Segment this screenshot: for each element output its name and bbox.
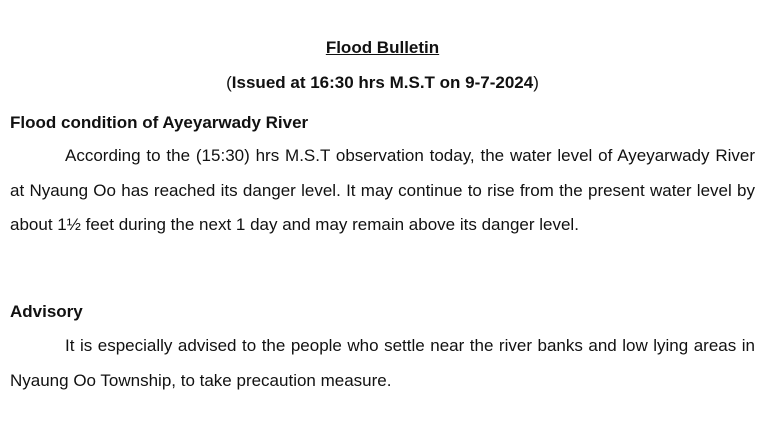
- issued-text: Issued at 16:30 hrs M.S.T on 9-7-2024: [231, 73, 534, 92]
- issued-open-paren: (: [226, 73, 232, 92]
- flood-condition-heading: Flood condition of Ayeyarwady River: [10, 113, 309, 132]
- issued-close-paren: ): [533, 73, 539, 92]
- issued-line: [10, 71, 755, 95]
- advisory-paragraph: It is especially advised to the people who settle near the river banks and low lying areas in Nyaung Oo Township, to take precaution measure.: [10, 336, 755, 390]
- flood-condition-paragraph: According to the (15:30) hrs M.S.T observation today, the water level of Ayeyarwady River at Nyaung Oo has reached its danger level. It may continue to rise from the present water level by about 1½ feet during the next 1 day and may remain above its danger level.: [10, 146, 755, 234]
- bulletin-title: Flood Bulletin: [325, 38, 440, 57]
- advisory-heading: Advisory: [10, 302, 83, 321]
